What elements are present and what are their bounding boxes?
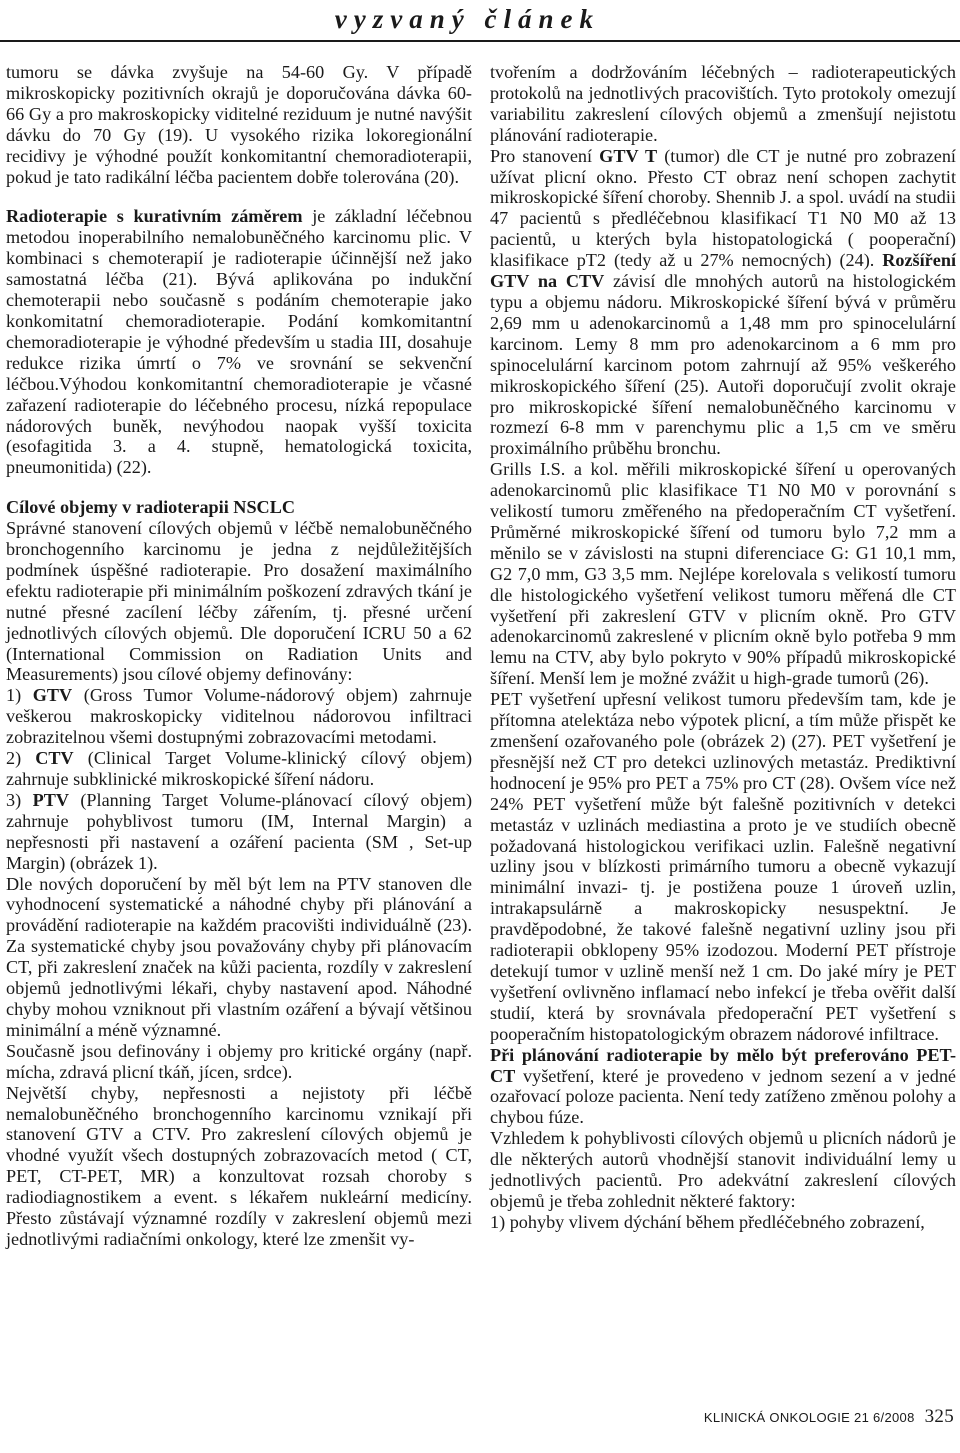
paragraph: tvořením a dodržováním léčebných – radioterapeutických protokolů na jednotlivých pracovištích. Tyto protokoly omezují variabilitu zakreslení cílových objemů a zmenšují nejistotu plánování radioterapie.	[490, 62, 956, 145]
paragraph: Současně jsou definovány i objemy pro kritické orgány (např. mícha, zdravá plicní tkáň, jícen, srdce).	[6, 1040, 472, 1082]
right-column	[490, 62, 956, 1233]
bold-phrase: Radioterapie s kurativním záměrem	[6, 206, 303, 227]
paragraph: 1) pohyby vlivem dýchání během předléčebného zobrazení,	[490, 1211, 925, 1232]
section-heading: Cílové objemy v radioterapii NSCLC	[6, 497, 295, 518]
left-column	[6, 62, 472, 1250]
term-gtv: GTV	[32, 685, 73, 706]
list-number: 3)	[6, 789, 33, 810]
paragraph	[490, 1045, 956, 1129]
term-ctv: CTV	[35, 748, 74, 769]
page-footer	[704, 1406, 954, 1428]
term-ptv: PTV	[32, 789, 69, 810]
header-rule	[0, 40, 960, 42]
list-number: 1)	[6, 685, 33, 706]
list-number: 2)	[6, 748, 36, 769]
paragraph: Vzhledem k pohyblivosti cílových objemů u plicních nádorů je dle některých autorů vhodnější stanovit individuální lemy u jednotlivých pacientů. Pro adekvátní zakreslení cílových objemů je třeba zohlednit některé faktory:	[490, 1128, 956, 1211]
paragraph	[490, 146, 956, 460]
paragraph: Největší chyby, nepřesnosti a nejistoty při léčbě nemalobuněčného bronchogenního karcinomu vznikají při stanovení GTV a CTV. Pro zakreslení cílových objemů je vhodné využít všech dostupných zobrazovacích metod ( CT, PET, CT-PET, MR) a konzultovat rozsah choroby s radiodiagnostikem a event. s lékařem nukleární medicíny. Přesto zůstávají významné rozdíly v zakreslení objemů mezi jednotlivými radiačními onkology, které lze zmenšit vy-	[6, 1082, 472, 1249]
paragraph-text: Pro stanovení	[490, 145, 600, 166]
list-text: (Planning Target Volume-plánovací cílový objem) zahrnuje pohyblivost tumoru (IM, Internal Margin) a nepřesnosti při nastavení a ozáření pacienta (SM , Set-up Margin) (obrázek 1).	[6, 789, 472, 873]
list-item-ctv	[6, 748, 472, 790]
section-label: vyzvaný článek	[334, 4, 600, 34]
paragraph-text: vyšetření, které je provedeno v jednom sezení a v jedné ozařovací poloze pacienta. Není tedy zatíženo změnou polohy a chybou fúze.	[490, 1065, 956, 1128]
paragraph-text: (tumor) dle CT je nutné pro zobrazení užívat plicní okno. Přesto CT obraz není schopen zachytit mikroskopické šíření choroby. Shennib J. a spol. uvádí na studii 47 pacientů s předléčebnou klasifikací T1 N0 M0 až 13 pacientů, u kterých byla histopatologická ( pooperační) klasifikace pT2 (tedy až u 27% nemocných) (24).	[490, 145, 956, 271]
list-item-gtv	[6, 685, 472, 748]
paragraph-text: je základní léčebnou metodou inoperabilního nemalobuněčného karcinomu plic. V kombinaci s chemoterapií je radioterapie účinnější než jako samostatná léčba (21). Bývá aplikována po indukční chemoterapii nebo současně s podáním chemoterapie jako konkomitatní chemoradioterapie. Podání komkomitantní chemoradioterapie je výhodné především u stadia III, dosahuje redukce rizika úmrtí o 7% ve srovnání se sekvenční léčbou.Výhodou konkomitantní chemoradioterapie je včasné zařazení radioterapie do léčebného procesu, nízká repopulace nádorových buněk, nevýhodou naopak vyšší toxicita (esofagitida 3. a 4. stupně, hematologická toxicita, pneumonitida) (22).	[6, 206, 472, 478]
list-item-ptv	[6, 790, 472, 874]
paragraph: tumoru se dávka zvyšuje na 54-60 Gy. V případě mikroskopicky pozitivních okrajů je doporučována dávka 60-66 Gy a pro makroskopicky viditelné reziduum je nutné navýšit dávku do 70 Gy (19). U vysokého rizika lokoregionální recidivy je výhodné použít konkomitantní chemoradioterapii, pokud je tato radikální léčba pacientem dobře tolerována (20).	[6, 62, 472, 187]
list-text: (Clinical Target Volume-klinický cílový objem) zahrnuje subklinické mikroskopické šíření nádoru.	[6, 748, 473, 789]
paragraph	[6, 206, 472, 478]
page-number: 325	[924, 1406, 954, 1427]
paragraph: Správné stanovení cílových objemů v léčbě nemalobuněčného bronchogenního karcinomu je jedna z nejdůležitějších podmínek úspěšné radioterapie. Pro dosažení maximálního efektu radioterapie při minimálním poškození zdravých tkání je nutné přesné zacílení léčby zářením, tj. přesné určení jednotlivých cílových objemů. Dle doporučení ICRU 50 a 62 (International Commission on Radiation Units and Measurements) jsou cílové objemy definovány:	[6, 518, 472, 685]
page-header	[0, 0, 960, 50]
bold-phrase: Při plánování radioterapie by mělo být preferováno PET-CT	[490, 1044, 956, 1086]
paragraph: Dle nových doporučení by měl být lem na PTV stanoven dle vyhodnocení systematické a náhodné chyby při plánování a provádění radioterapie na každém pracovišti individuálně (23). Za systematické chyby jsou považovány chyby při plánovacím CT, při zakreslení značek na kůži pacienta, rozdíly v zakreslení objemů jednotlivými lékaři, chyby nastavení apod. Náhodné chyby mohou vzniknout při vlastním ozáření a bývají většinou minimální a méně významné.	[6, 873, 472, 1040]
paragraph-text: závisí dle mnohých autorů na histologickém typu a objemu nádoru. Mikroskopické šíření bývá v průměru 2,69 mm u adenokarcinomů a 1,48 mm pro spinocelulární karcinom. Lemy 8 mm pro adenokarcinom a 6 mm pro spinocelulární karcinom potom zahrnují až 95% veškerého mikroskopického šíření (25). Autoři doporučují zvolit okraje pro mikroskopické šíření nemalobuněčného karcinomu v rozmezí 6-8 mm v parenchymu plic a 1,5 cm ve směru proximálního průběhu bronchu.	[490, 271, 956, 459]
bold-phrase: GTV T	[599, 145, 658, 166]
journal-name: KLINICKÁ ONKOLOGIE 21 6/2008	[703, 1410, 915, 1425]
paragraph: Grills I.S. a kol. měřili mikroskopické šíření u operovaných adenokarcinomů plic klasifikace T1 N0 M0 v porovnání s velikostí tumoru změřeného na předoperačním CT vyšetření. Průměrné mikroskopické šíření od tumoru bylo 7,2 mm a měnilo se v závislosti na stupni diferenciace G: G1 10,1 mm, G2 7,0 mm, G3 3,5 mm. Nejlépe korelovala s velikostí tumoru dle histologického vyšetření velikost tumoru měřená dle CT vyšetření při zakreslení GTV v plicním okně. Pro GTV adenokarcinomů zakreslené v plicním okně bylo potřeba 9 mm lemu na CTV, aby bylo pokryto v 90% případů mikroskopické šíření. Menší lem je možné zvážit u high-grade tumorů (26).	[490, 459, 956, 689]
bold-phrase: Rozšíření GTV na CTV	[490, 250, 956, 292]
paragraph: PET vyšetření upřesní velikost tumoru především tam, kde je přítomna atelektáza nebo výpotek plicní, a tím může přispět ke zmenšení ozařovaného pole (obrázek 2) (27). PET vyšetření je přesnější než CT pro detekci uzlinových metastáz. Prediktivní hodnocení je 95% pro PET a 75% pro CT (28). Ovšem více než 24% PET vyšetření může být falešně pozitivních v detekci metastáz v uzlinách mediastina a proto je ve studiích obecně požadovaná histologickou verifikaci uzlin. Falešně negativní uzliny jsou v blízkosti primárního tumoru a obecně vykazují minimální invazi- tj. je postižena pouze 1 úroveň uzlin, intrakapsulárně a makroskopicky nesuspektní. Je pravděpodobné, že takové falešně negativní uzliny jsou při radioterapii obklopeny 95% izodozou. Moderní PET přístroje detekují tumor v uzlině menší než 1 cm. Do jaké míry je PET vyšetření ovlivněno inflamací nebo infekcí je třeba ověřit další studií, která by srovnávala předoperační PET vyšetření s pooperačním histopatologickým obrazem nádorové infiltrace.	[490, 689, 956, 1044]
list-text: (Gross Tumor Volume-nádorový objem) zahrnuje veškerou makroskopicky viditelnou nádorovou infiltraci zobrazitelnou všemi dostupnými zobrazovacími metodami.	[6, 685, 472, 748]
